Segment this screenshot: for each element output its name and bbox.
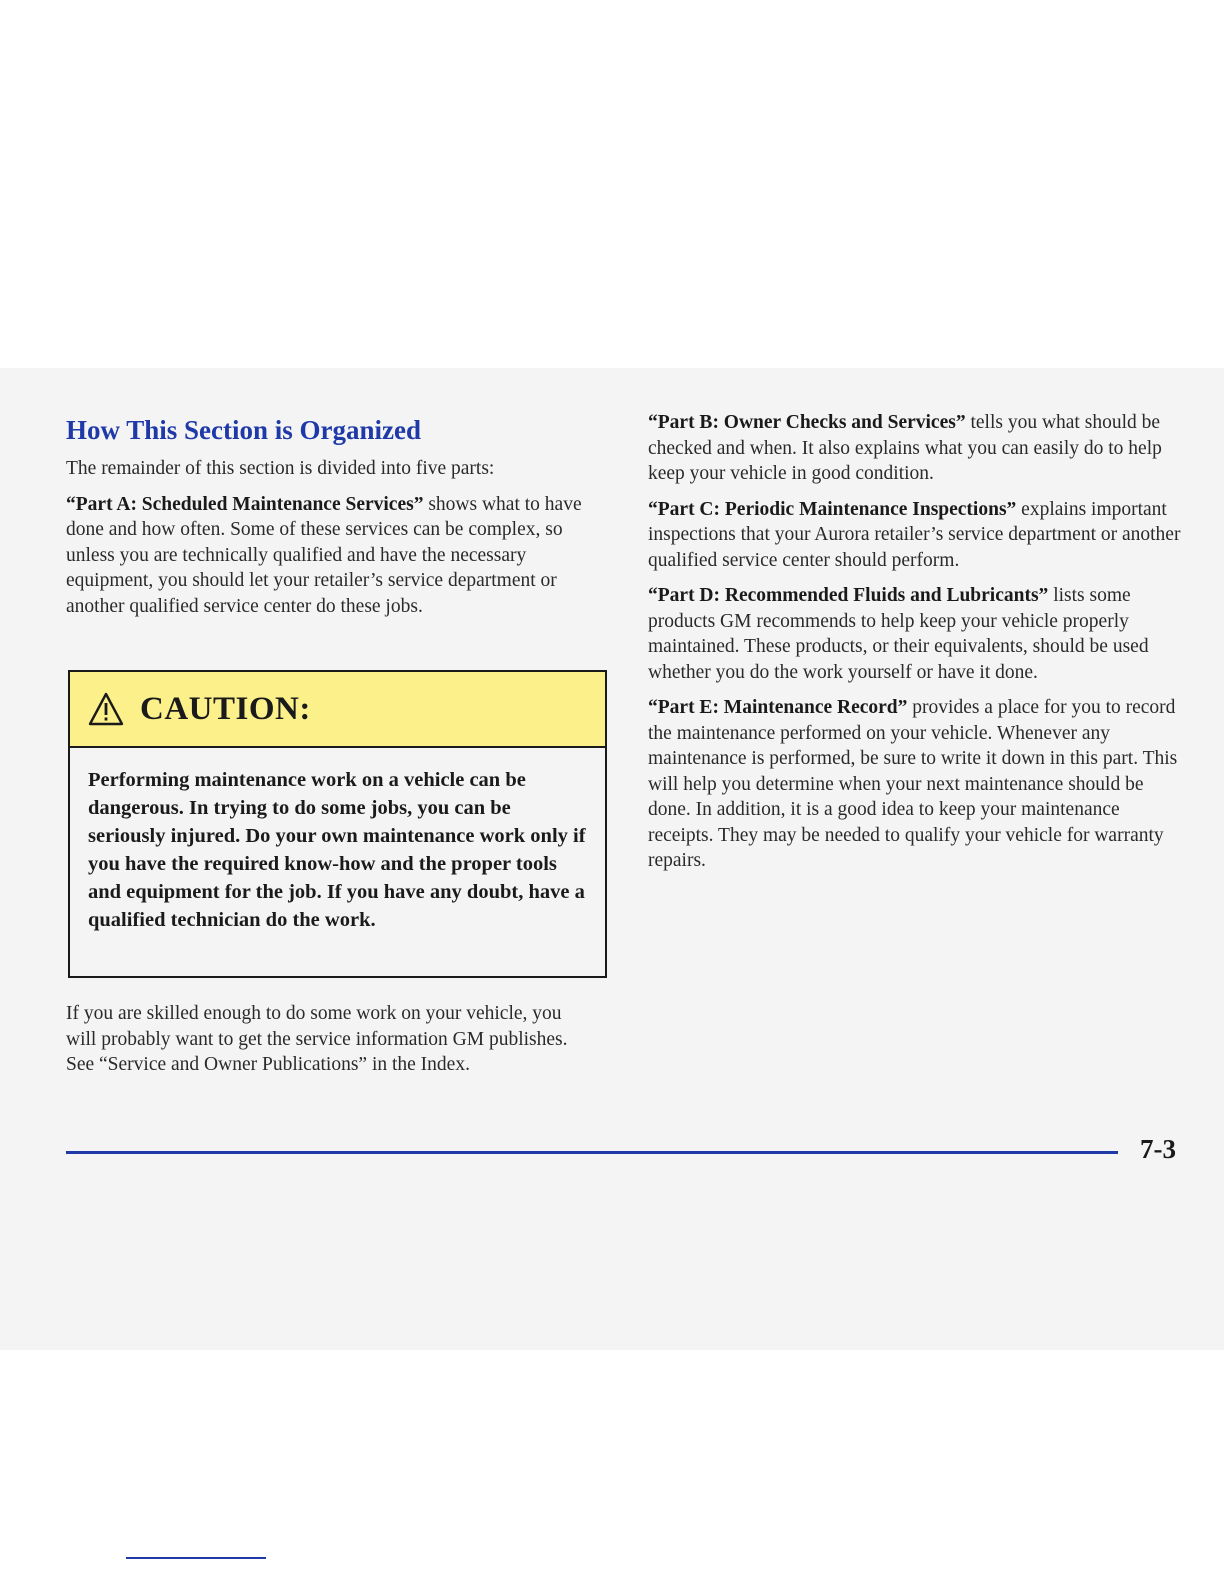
part-b-lead: “Part B: Owner Checks and Services” [648, 412, 966, 433]
part-a-lead: “Part A: Scheduled Maintenance Services” [66, 493, 424, 515]
page-number: 7-3 [1140, 1134, 1176, 1164]
caution-header [70, 672, 605, 748]
footer-rule [66, 1151, 1118, 1154]
part-d-lead: “Part D: Recommended Fluids and Lubricants” [648, 585, 1049, 606]
part-a-paragraph [66, 492, 606, 620]
left-column [66, 410, 606, 629]
part-c-text: explains important inspections that your Aurora retailer’s service department or another qualified service center should perform. [648, 498, 1181, 571]
caution-box [68, 670, 607, 978]
section-title: How This Section is Organized [66, 415, 422, 445]
caution-body: Performing maintenance work on a vehicle can be dangerous. In trying to do some jobs, you can be seriously injured. Do your own maintenance work only if you have the required know-how and the proper tools and equipment for the job. If you have any doubt, have a qualified technician do the work. [88, 769, 586, 931]
part-b-paragraph [648, 410, 1188, 487]
after-caution-text-block [66, 1001, 586, 1088]
after-caution-paragraph: If you are skilled enough to do some work on your vehicle, you will probably want to get the service information GM publishes. See “Service and Owner Publications” in the Index. [66, 1003, 568, 1075]
part-e-lead: “Part E: Maintenance Record” [648, 697, 908, 718]
part-a-text: shows what to have done and how often. Some of these services can be complex, so unless you are technically qualified and have the necessary equipment, you should let your retailer’s service department or another qualified service center do these jobs. [66, 493, 582, 617]
part-d-paragraph [648, 583, 1188, 685]
part-e-paragraph [648, 695, 1188, 874]
part-c-paragraph [648, 497, 1188, 574]
warning-triangle-icon [88, 692, 124, 726]
part-e-text: provides a place for you to record the maintenance performed on your vehicle. Whenever any maintenance is performed, be sure to write it down in this part. This will help you determine when your next maintenance should be done. In addition, it is a good idea to keep your maintenance receipts. They may be needed to qualify your vehicle for warranty repairs. [648, 697, 1178, 871]
caution-title: CAUTION: [140, 690, 311, 727]
section-intro: The remainder of this section is divided into five parts: [66, 458, 495, 479]
bottom-rule-mark [126, 1557, 266, 1559]
part-b-text: tells you what should be checked and when. It also explains what you can easily do to help keep your vehicle in good condition. [648, 412, 1162, 484]
right-column [648, 410, 1188, 884]
part-c-lead: “Part C: Periodic Maintenance Inspections” [648, 498, 1017, 520]
part-d-text: lists some products GM recommends to help keep your vehicle properly maintained. These products, or their equivalents, should be used whether you do the work yourself or have it done. [648, 585, 1149, 683]
